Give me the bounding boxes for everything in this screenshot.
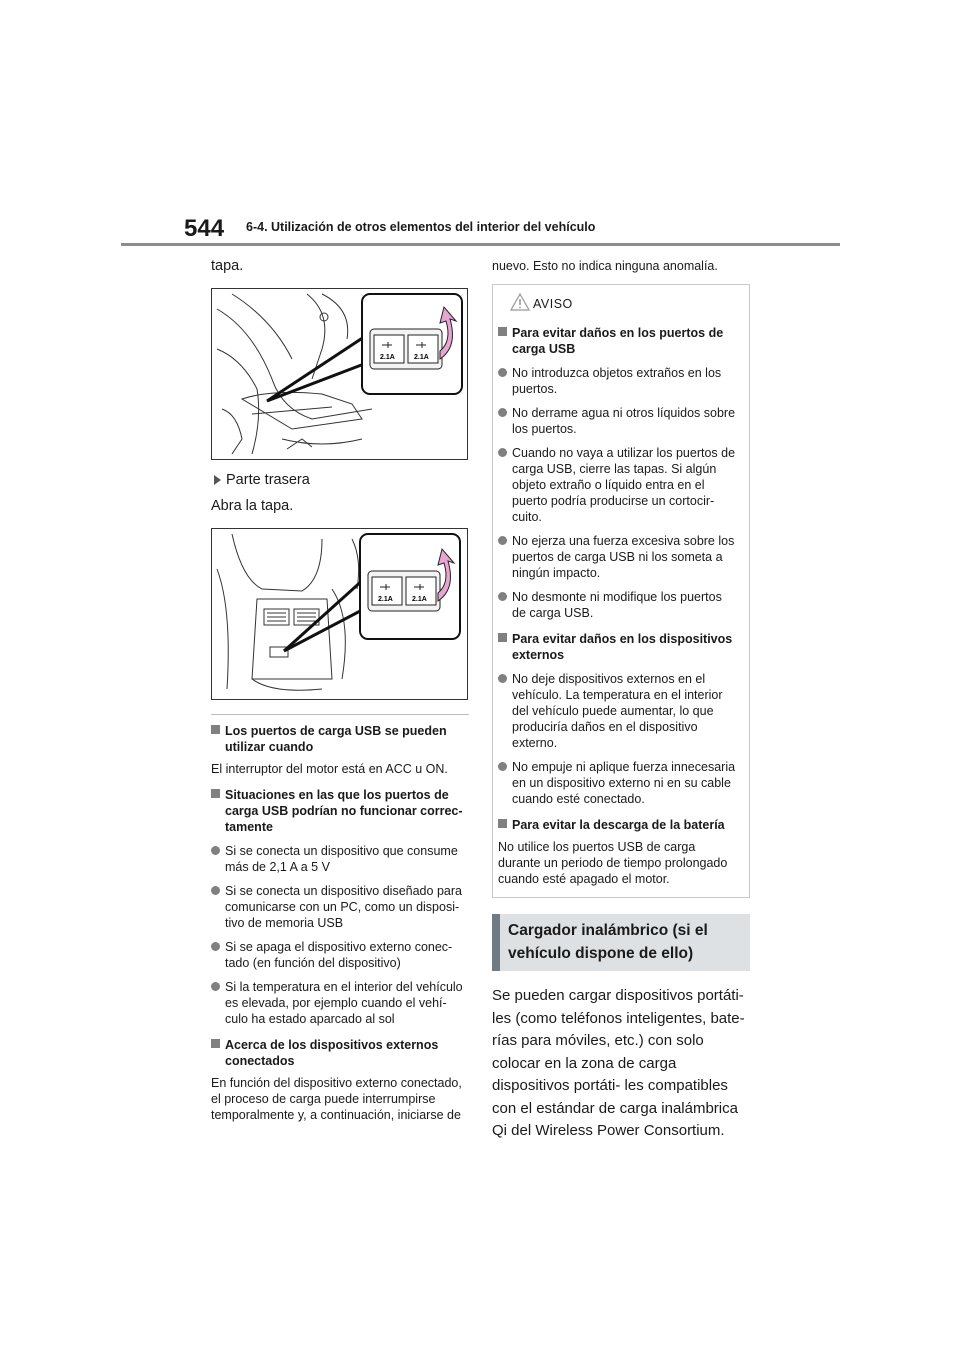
rear-subhead: Parte trasera (211, 470, 469, 490)
bullet-icon (211, 982, 220, 991)
square-bullet-icon (211, 725, 220, 734)
list-item: No introduzca objetos extraños en los puertos. (498, 365, 739, 397)
warning-box (492, 284, 750, 898)
square-bullet-icon (211, 789, 220, 798)
wireless-charger-heading: Cargador inalámbrico (si el vehículo dispone de ello) (492, 914, 750, 971)
devices-heading: Para evitar daños en los dispositivos externos (498, 631, 739, 663)
bullet-icon (211, 886, 220, 895)
square-bullet-icon (498, 327, 507, 336)
list-item: Si se apaga el dispositivo externo conec- tado (en función del dispositivo) (211, 939, 469, 971)
bullet-icon (498, 592, 507, 601)
port-label: 2.1A (380, 354, 395, 361)
bullet-icon (498, 762, 507, 771)
square-bullet-icon (211, 1039, 220, 1048)
list-item: Si la temperatura en el interior del vehículo es elevada, por ejemplo cuando el vehí- culo ha estado aparcado al sol (211, 979, 469, 1027)
rear-console-illustration (212, 529, 467, 699)
bullet-icon (498, 368, 507, 377)
square-bullet-icon (498, 633, 507, 642)
connected-heading: Acerca de los dispositivos externos conectados (211, 1037, 469, 1069)
right-column (492, 256, 750, 1143)
port-label: 2.1A (378, 596, 393, 603)
battery-text: No utilice los puertos USB de carga durante un periodo de tiempo prolongado cuando esté apagado el motor. (498, 840, 728, 886)
header-rule (121, 243, 840, 246)
rear-text: Abra la tapa. (211, 498, 294, 514)
battery-heading: Para evitar la descarga de la batería (498, 817, 739, 833)
bullet-icon (498, 408, 507, 417)
usable-heading: Los puertos de carga USB se pueden utilizar cuando (211, 723, 469, 755)
arrow-bullet-icon (214, 475, 221, 485)
usable-text: El interruptor del motor está en ACC u ON. (211, 762, 448, 776)
bullet-icon (498, 674, 507, 683)
page-number: 544 (184, 215, 225, 242)
warning-title: AVISO (498, 293, 739, 315)
bullet-icon (498, 448, 507, 457)
front-usb-figure (211, 288, 468, 460)
continuation-text: nuevo. Esto no indica ninguna anomalía. (492, 259, 718, 273)
port-label: 2.1A (412, 596, 427, 603)
intro-text: tapa. (211, 258, 244, 274)
bullet-icon (211, 846, 220, 855)
list-item: Si se conecta un dispositivo que consume más de 2,1 A a 5 V (211, 843, 469, 875)
port-label: 2.1A (414, 354, 429, 361)
list-item: No ejerza una fuerza excesiva sobre los puertos de carga USB ni los someta a ningún impacto. (498, 533, 739, 581)
malfunction-heading: Situaciones en las que los puertos de carga USB podrían no funcionar correc- tamente (211, 787, 469, 835)
connected-text: En función del dispositivo externo conectado, el proceso de carga puede interrumpirse temporalmente y, a continuación, iniciarse de (211, 1076, 462, 1122)
list-item: No desmonte ni modifique los puertos de carga USB. (498, 589, 739, 621)
rear-usb-figure (211, 528, 468, 700)
list-item: No deje dispositivos externos en el vehículo. La temperatura en el interior del vehículo puede aumentar, lo que produciría daños en el dispositivo externo. (498, 671, 739, 751)
bullet-icon (211, 942, 220, 951)
left-column (211, 256, 469, 1123)
square-bullet-icon (498, 819, 507, 828)
warning-triangle-icon (510, 293, 530, 311)
ports-heading: Para evitar daños en los puertos de carga USB (498, 325, 739, 357)
wireless-charger-text: Se pueden cargar dispositivos portáti- les (como teléfonos inteligentes, bate- rías para móviles, etc.) con solo colocar en la zona de carga dispositivos portáti- les compatibles con el estándar de carga inalámbrica Qi del Wireless Power Consortium. (492, 987, 745, 1139)
list-item: Cuando no vaya a utilizar los puertos de carga USB, cierre las tapas. Si algún objeto extraño o líquido entra en el puerto podría producirse un cortocir- cuito. (498, 445, 739, 525)
front-console-illustration (212, 289, 467, 459)
list-item: No derrame agua ni otros líquidos sobre los puertos. (498, 405, 739, 437)
list-item: No empuje ni aplique fuerza innecesaria en un dispositivo externo ni en su cable cuando esté conectado. (498, 759, 739, 807)
list-item: Si se conecta un dispositivo diseñado para comunicarse con un PC, como un disposi- tivo de memoria USB (211, 883, 469, 931)
section-header: 6-4. Utilización de otros elementos del interior del vehículo (246, 220, 596, 234)
bullet-icon (498, 536, 507, 545)
